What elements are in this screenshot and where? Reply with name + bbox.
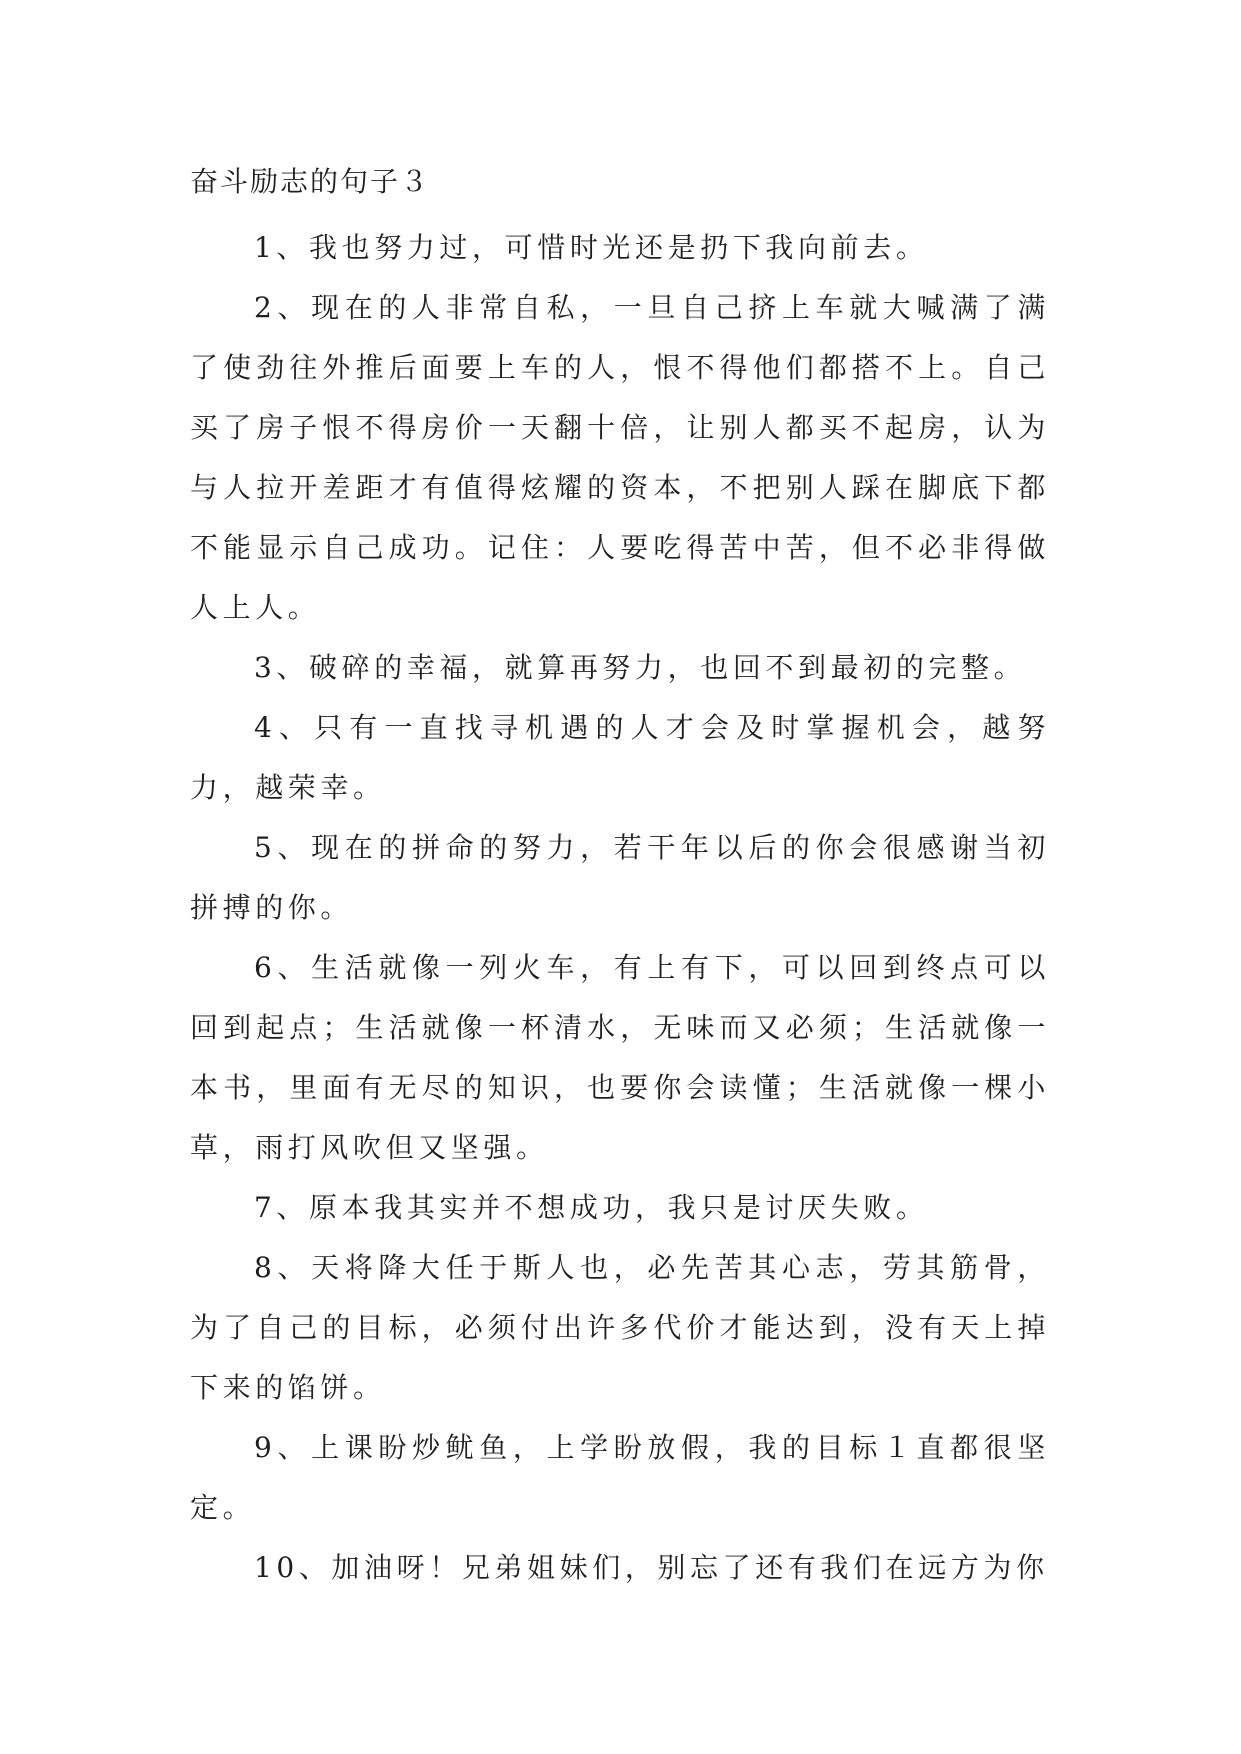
paragraph-8: 8、天将降大任于斯人也，必先苦其心志，劳其筋骨，为了自己的目标，必须付出许多代价才能达到，没有天上掉下来的馅饼。 [190, 1251, 1050, 1404]
paragraph-5: 5、现在的拼命的努力，若干年以后的你会很感谢当初拼搏的你。 [190, 831, 1050, 924]
paragraph-3: 3、破碎的幸福，就算再努力，也回不到最初的完整。 [254, 651, 1027, 684]
paragraph-1: 1、我也努力过，可惜时光还是扔下我向前去。 [254, 231, 929, 264]
paragraph-7: 7、原本我其实并不想成功，我只是讨厌失败。 [254, 1191, 929, 1224]
document-title: 奋斗励志的句子３ [190, 165, 431, 198]
paragraph-6: 6、生活就像一列火车，有上有下，可以回到终点可以回到起点；生活就像一杯清水，无味而又必须；生活就像一本书，里面有无尽的知识，也要你会读懂；生活就像一棵小草，雨打风吹但又坚强。 [190, 951, 1050, 1164]
paragraph-9: 9、上课盼炒鱿鱼，上学盼放假，我的目标１直都很坚定。 [190, 1431, 1050, 1524]
paragraph-10: 10、加油呀！兄弟姐妹们，别忘了还有我们在远方为你 [254, 1551, 1049, 1584]
document-page [190, 160, 1050, 1598]
paragraph-4: 4、只有一直找寻机遇的人才会及时掌握机会，越努力，越荣幸。 [190, 711, 1050, 804]
paragraph-2: 2、现在的人非常自私，一旦自己挤上车就大喊满了满了使劲往外推后面要上车的人，恨不得他们都搭不上。自己买了房子恨不得房价一天翻十倍，让别人都买不起房，认为与人拉开差距才有值得炫耀的资本，不把别人踩在脚底下都不能显示自己成功。记住：人要吃得苦中苦，但不必非得做人上人。 [190, 291, 1050, 624]
